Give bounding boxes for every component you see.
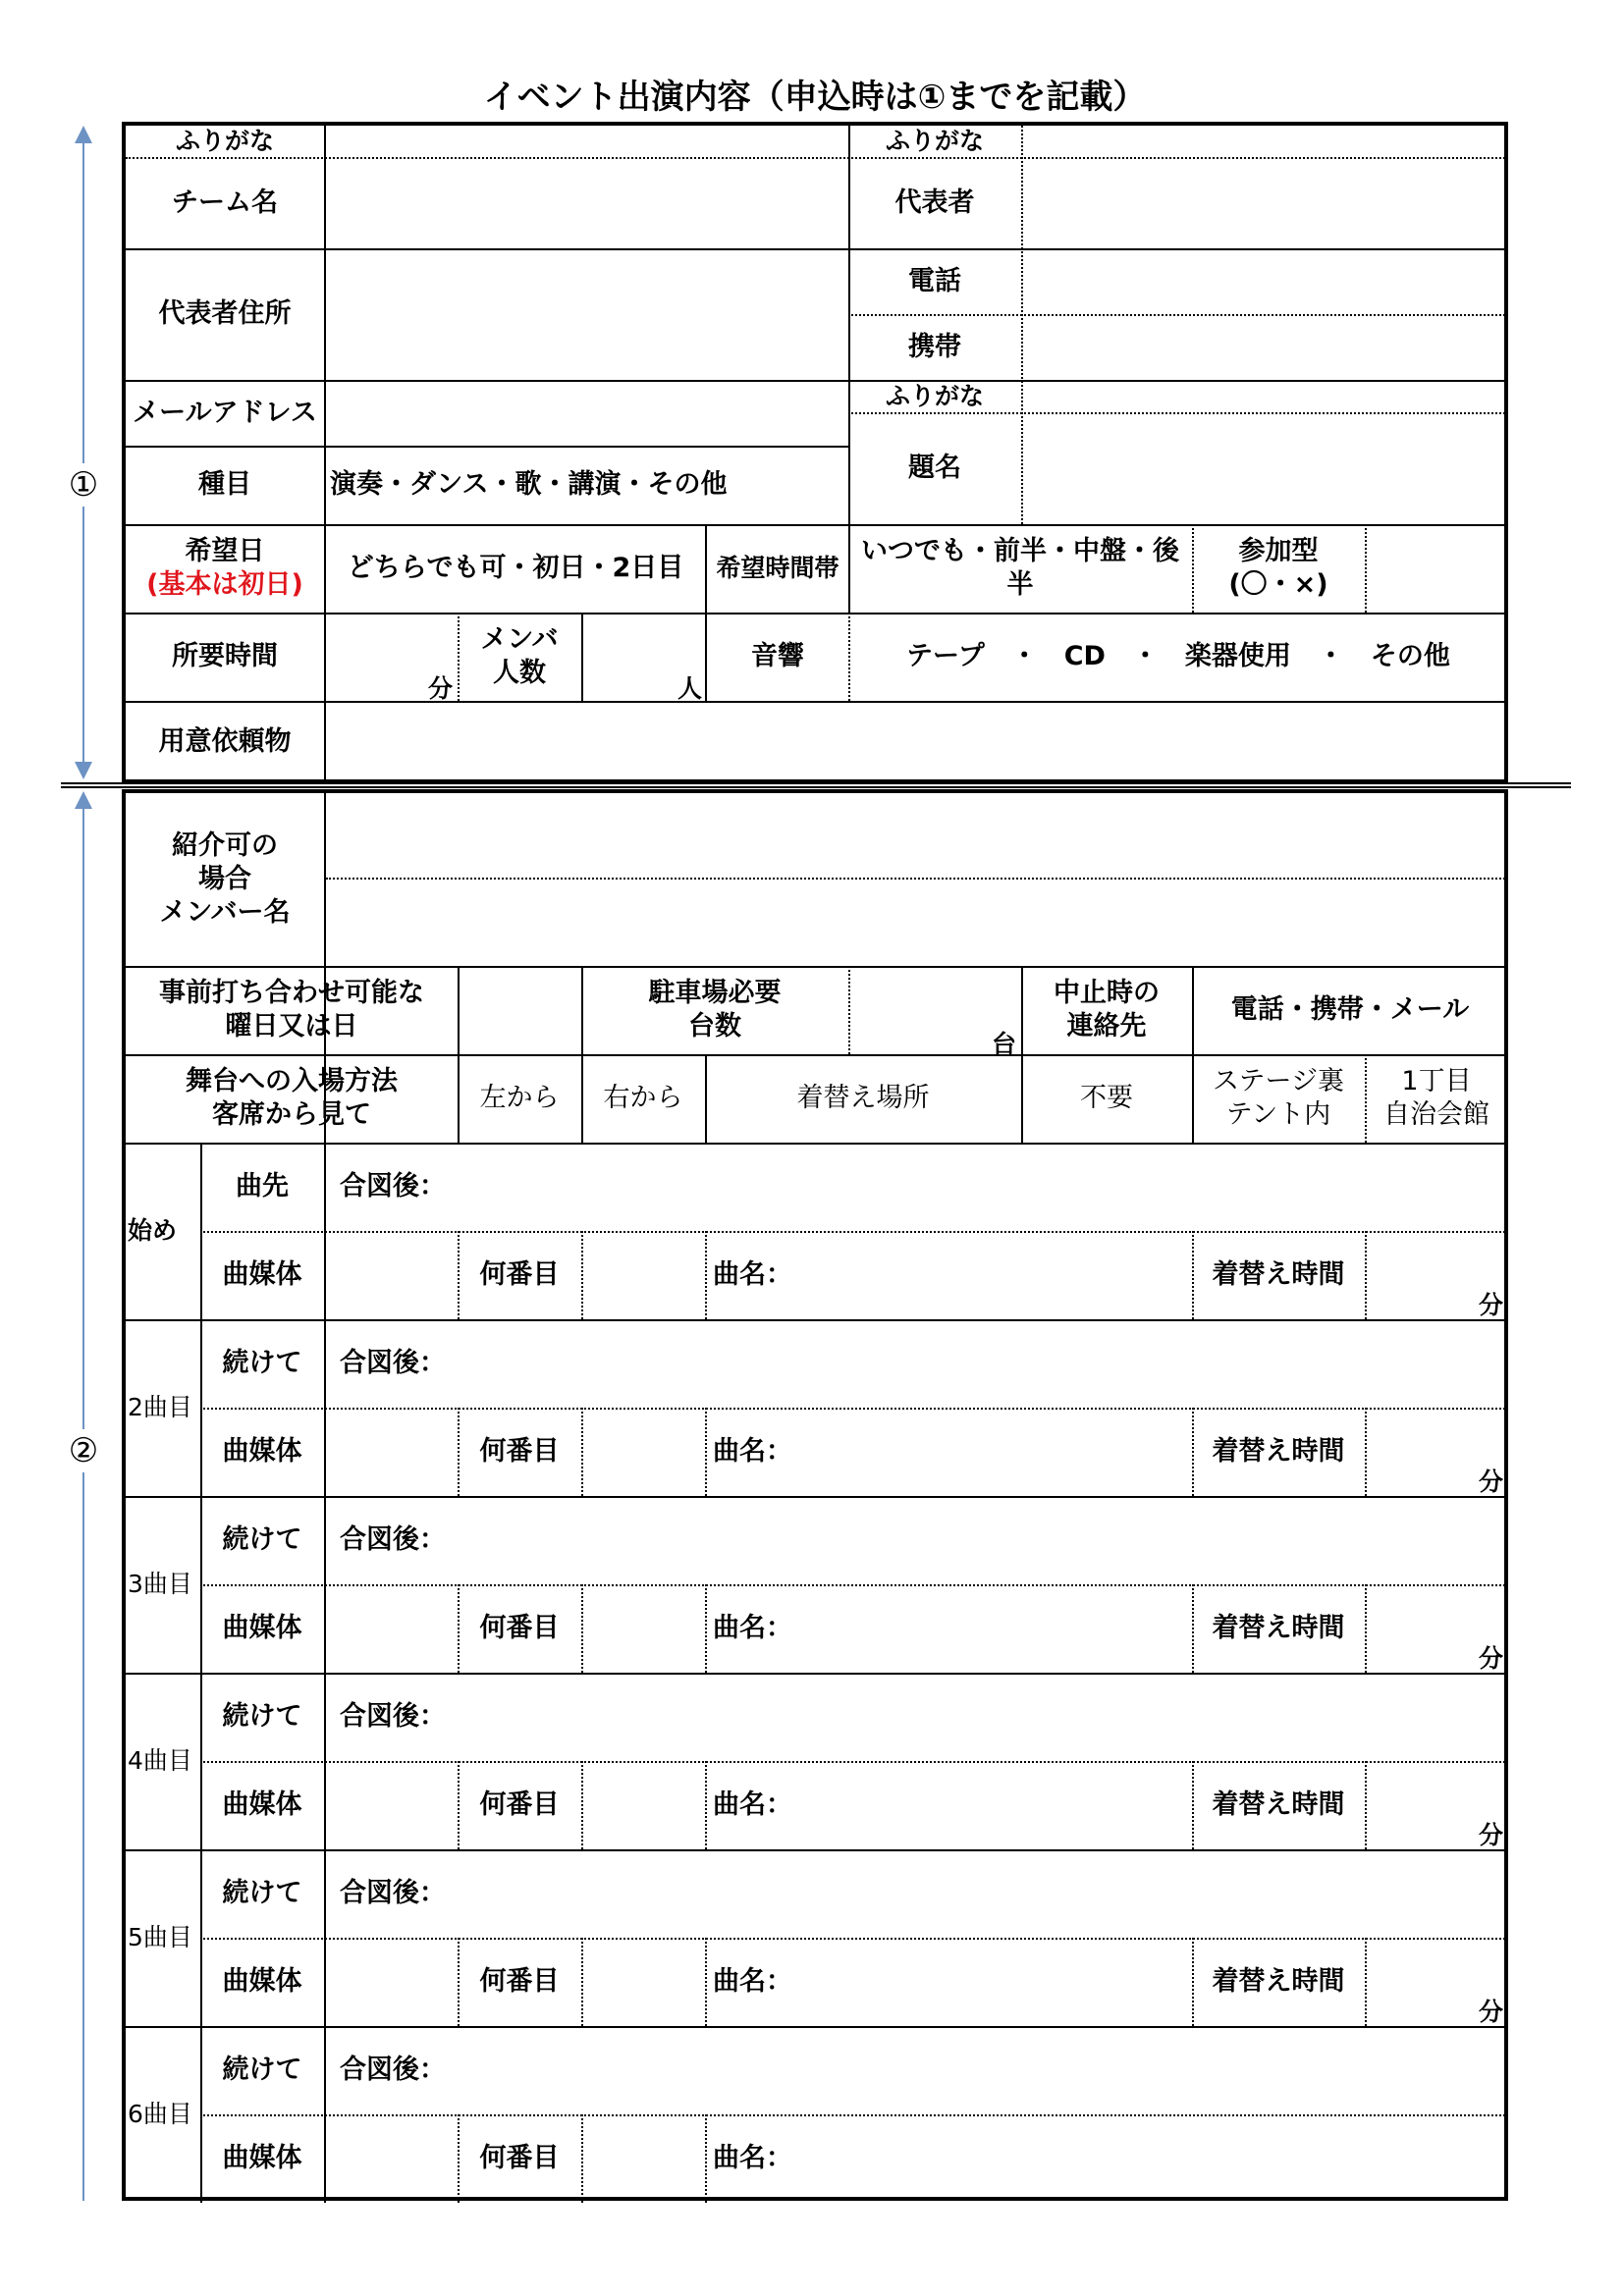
song-label: 始め bbox=[128, 1216, 178, 1246]
backstage-tent-option[interactable]: ステージ裏 テント内 bbox=[1213, 1066, 1344, 1130]
category-label: 種目 bbox=[198, 469, 251, 501]
stage-entry-label: 舞台への入場方法 客席から見て bbox=[186, 1066, 398, 1130]
change-time-label: 着替え時間 bbox=[1212, 1613, 1345, 1644]
media-label: 曲媒体 bbox=[222, 1259, 302, 1291]
requested-items-input[interactable] bbox=[326, 703, 1508, 783]
section2-arrow-line bbox=[82, 807, 84, 2201]
hall-option[interactable]: 1丁目 自治会館 bbox=[1383, 1066, 1489, 1130]
category-options[interactable]: 演奏・ダンス・歌・講演・その他 bbox=[330, 469, 728, 501]
media-input[interactable] bbox=[326, 1233, 458, 1319]
parking-unit: 台 bbox=[992, 1030, 1017, 1058]
subject-label: 題名 bbox=[908, 453, 961, 484]
section1-form bbox=[122, 122, 1508, 783]
team-name-input[interactable] bbox=[326, 159, 848, 248]
preferred-day-options[interactable]: どちらでも可・初日・2日目 bbox=[347, 553, 684, 584]
media-input[interactable] bbox=[326, 1586, 458, 1673]
song-label: 5曲目 bbox=[128, 1923, 192, 1952]
media-label: 曲媒体 bbox=[222, 1436, 302, 1468]
duration-unit: 分 bbox=[428, 674, 454, 703]
furigana-label: ふりがな bbox=[175, 127, 274, 156]
mobile-input[interactable] bbox=[1023, 316, 1508, 380]
section2-marker: ② bbox=[61, 1429, 106, 1472]
track-no-input[interactable] bbox=[583, 1233, 705, 1319]
media-label: 曲媒体 bbox=[222, 2143, 302, 2174]
parking-label: 駐車場必要 台数 bbox=[648, 978, 782, 1041]
media-input[interactable] bbox=[326, 1940, 458, 2026]
cue-label[interactable]: 合図後： bbox=[340, 1348, 446, 1379]
team-name-label: チーム名 bbox=[172, 187, 278, 218]
change-time-unit: 分 bbox=[1479, 1998, 1504, 2026]
rep-address-label: 代表者住所 bbox=[158, 298, 292, 330]
change-time-unit: 分 bbox=[1479, 1821, 1504, 1849]
song-start-label: 続けて bbox=[222, 1524, 302, 1556]
song-label: 4曲目 bbox=[128, 1746, 192, 1776]
song-name-label[interactable]: 曲名： bbox=[713, 1259, 792, 1291]
from-left-option[interactable]: 左から bbox=[479, 1083, 560, 1114]
track-no-input[interactable] bbox=[583, 1410, 705, 1496]
email-label: メールアドレス bbox=[133, 397, 317, 428]
track-no-label: 何番目 bbox=[479, 1259, 560, 1291]
phone-label: 電話 bbox=[908, 265, 961, 296]
member-names-input-1[interactable] bbox=[326, 793, 1508, 878]
section1-arrow-line bbox=[82, 141, 84, 762]
media-input[interactable] bbox=[326, 1763, 458, 1849]
subject-furigana-label: ふりがな bbox=[885, 127, 984, 156]
requested-items-label: 用意依頼物 bbox=[158, 726, 292, 758]
phone-input[interactable] bbox=[1023, 250, 1508, 314]
song-start-label: 続けて bbox=[222, 2055, 302, 2086]
participation-type-label: 参加型 (〇・×) bbox=[1228, 536, 1328, 600]
track-no-input[interactable] bbox=[583, 2116, 705, 2203]
cue-label[interactable]: 合図後： bbox=[340, 1878, 446, 1909]
not-needed-option[interactable]: 不要 bbox=[1080, 1083, 1133, 1114]
section2-form bbox=[122, 789, 1508, 2201]
meeting-days-label: 事前打ち合わせ可能な 曜日又は日 bbox=[159, 978, 424, 1041]
preferred-day-note: (基本は初日) bbox=[146, 569, 303, 600]
media-label: 曲媒体 bbox=[222, 1966, 302, 1998]
cancel-contact-options[interactable]: 電話・携帯・メール bbox=[1230, 994, 1470, 1026]
track-no-input[interactable] bbox=[583, 1940, 705, 2026]
preferred-time-options[interactable]: いつでも・前半・中盤・後半 bbox=[861, 536, 1179, 600]
subject-furigana-label-2: ふりがな bbox=[885, 381, 984, 410]
participation-type-input[interactable] bbox=[1367, 526, 1508, 613]
media-input[interactable] bbox=[326, 1410, 458, 1496]
duration-label: 所要時間 bbox=[172, 641, 278, 672]
mobile-label: 携帯 bbox=[908, 331, 961, 362]
rep-address-input[interactable] bbox=[326, 250, 848, 380]
track-no-input[interactable] bbox=[583, 1586, 705, 1673]
preferred-time-label: 希望時間帯 bbox=[716, 554, 839, 583]
email-input[interactable] bbox=[326, 382, 848, 446]
track-no-label: 何番目 bbox=[479, 1966, 560, 1998]
preferred-day-title: 希望日 bbox=[185, 536, 265, 567]
media-label: 曲媒体 bbox=[222, 1789, 302, 1821]
change-time-unit: 分 bbox=[1479, 1644, 1504, 1673]
song-label: 2曲目 bbox=[128, 1393, 192, 1422]
song-start-label: 曲先 bbox=[236, 1171, 289, 1202]
cancel-contact-label: 中止時の 連絡先 bbox=[1054, 978, 1160, 1041]
cue-label[interactable]: 合図後： bbox=[340, 1171, 446, 1202]
cue-label[interactable]: 合図後： bbox=[340, 1524, 446, 1556]
track-no-label: 何番目 bbox=[479, 2143, 560, 2174]
media-input[interactable] bbox=[326, 2116, 458, 2203]
form-title: イベント出演内容（申込時は①までを記載） bbox=[483, 78, 1147, 117]
song-list bbox=[126, 1143, 1508, 2201]
sound-options[interactable]: テープ ・ CD ・ 楽器使用 ・ その他 bbox=[906, 641, 1450, 672]
change-time-label: 着替え時間 bbox=[1212, 1966, 1345, 1998]
changing-place-label: 着替え場所 bbox=[796, 1083, 930, 1114]
change-time-label: 着替え時間 bbox=[1212, 1259, 1345, 1291]
track-no-input[interactable] bbox=[583, 1763, 705, 1849]
song-name-label[interactable]: 曲名： bbox=[713, 1789, 792, 1821]
sound-label: 音響 bbox=[751, 641, 804, 672]
cue-label[interactable]: 合図後： bbox=[340, 1701, 446, 1733]
song-start-label: 続けて bbox=[222, 1348, 302, 1379]
section1-marker: ① bbox=[61, 463, 106, 507]
rep-furigana-input[interactable] bbox=[1023, 126, 1508, 157]
representative-label: 代表者 bbox=[894, 187, 975, 218]
media-label: 曲媒体 bbox=[222, 1613, 302, 1644]
preferred-day-label bbox=[126, 524, 324, 613]
meeting-days-input[interactable] bbox=[460, 968, 581, 1054]
cue-label[interactable]: 合図後： bbox=[340, 2055, 446, 2086]
representative-input[interactable] bbox=[1023, 159, 1508, 248]
change-time-unit: 分 bbox=[1479, 1291, 1504, 1319]
song-label: 6曲目 bbox=[128, 2100, 192, 2129]
song-start-label: 続けて bbox=[222, 1878, 302, 1909]
change-time-label: 着替え時間 bbox=[1212, 1789, 1345, 1821]
track-no-label: 何番目 bbox=[479, 1436, 560, 1468]
song-name-label[interactable]: 曲名： bbox=[713, 1966, 792, 1998]
track-no-label: 何番目 bbox=[479, 1613, 560, 1644]
song-name-label[interactable]: 曲名： bbox=[713, 2143, 792, 2174]
song-label: 3曲目 bbox=[128, 1570, 192, 1599]
song-start-label: 続けて bbox=[222, 1701, 302, 1733]
section-separator bbox=[61, 782, 1571, 788]
song-name-label[interactable]: 曲名： bbox=[713, 1613, 792, 1644]
track-no-label: 何番目 bbox=[479, 1789, 560, 1821]
furigana-input[interactable] bbox=[326, 126, 848, 157]
subject-input[interactable] bbox=[1023, 414, 1508, 524]
section1-arrow-down-icon bbox=[75, 762, 92, 779]
from-right-option[interactable]: 右から bbox=[603, 1083, 683, 1114]
change-time-label: 着替え時間 bbox=[1212, 1436, 1345, 1468]
change-time-unit: 分 bbox=[1479, 1468, 1504, 1496]
members-unit: 人 bbox=[677, 674, 703, 703]
subject-furigana-input[interactable] bbox=[1023, 382, 1508, 412]
member-names-input-2[interactable] bbox=[326, 880, 1508, 966]
song-name-label[interactable]: 曲名： bbox=[713, 1436, 792, 1468]
members-label: メンバ 人数 bbox=[480, 624, 559, 688]
member-names-label: 紹介可の 場合 メンバー名 bbox=[159, 830, 291, 928]
